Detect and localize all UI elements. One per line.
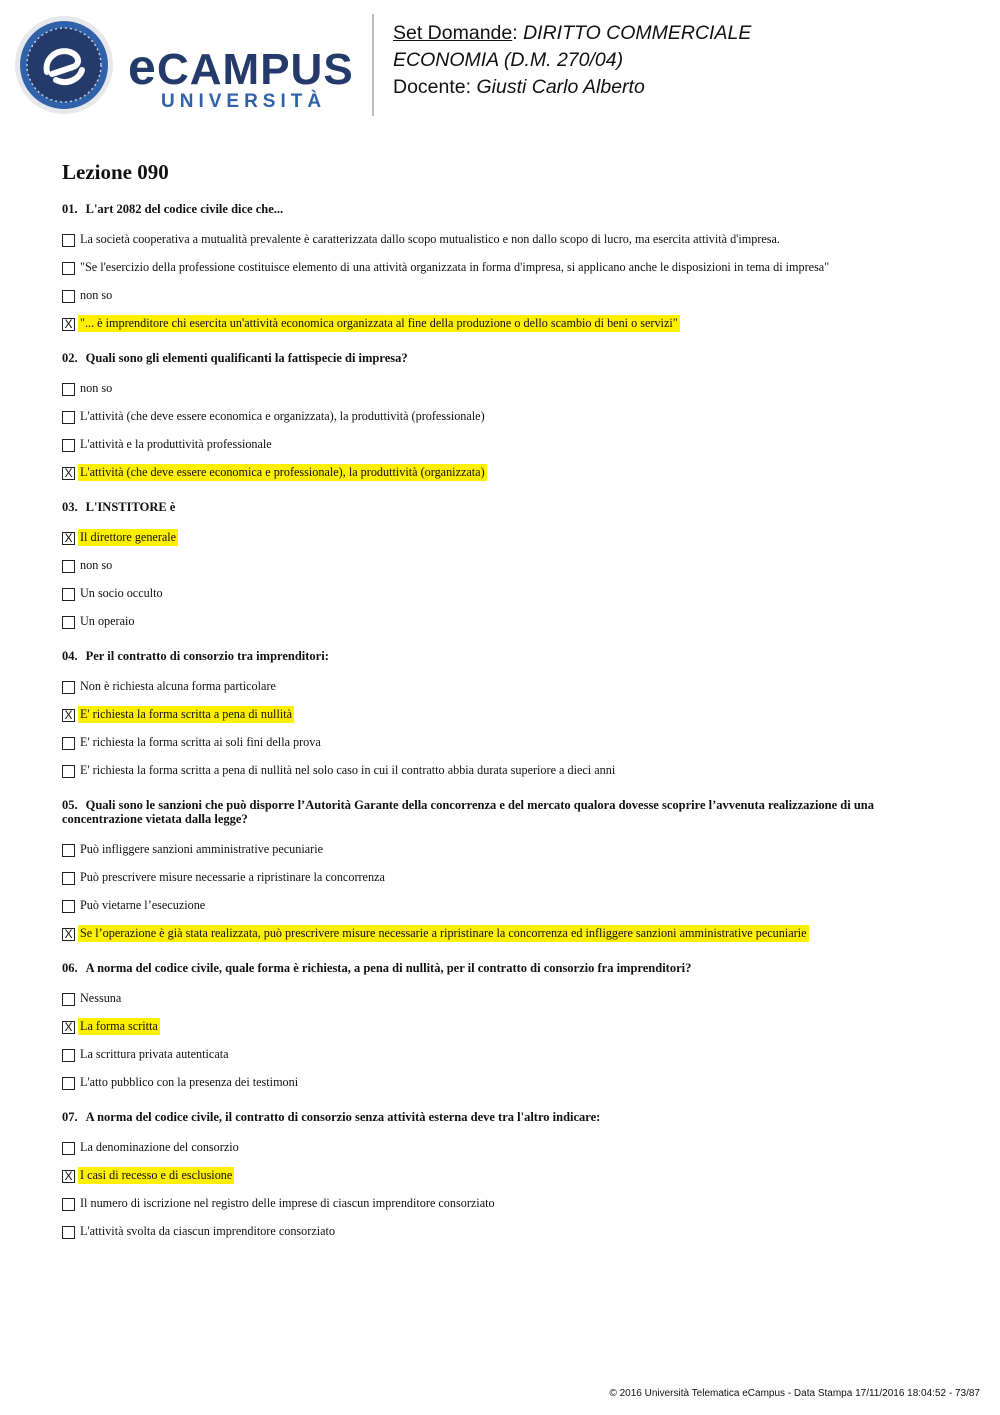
answer-text: La società cooperativa a mutualità prevalente è caratterizzata dallo scopo mutualistico e non dallo scopo di lucro, ma esercita attività d'impresa. (80, 231, 780, 246)
question-text (62, 798, 942, 826)
answer-text: Può infliggere sanzioni amministrative pecuniarie (80, 841, 324, 856)
checkbox-icon[interactable] (62, 1142, 75, 1155)
answer-text: Un operaio (80, 613, 135, 628)
checkbox-icon[interactable] (62, 262, 75, 275)
answer-option[interactable] (62, 1012, 942, 1040)
teacher-line (393, 74, 751, 101)
answer-option[interactable] (62, 756, 942, 784)
question-block (62, 351, 942, 486)
question-text (62, 1110, 942, 1124)
question-number: 06. (62, 961, 78, 975)
course-line-2 (393, 47, 751, 74)
answer-text: L'attività (che deve essere economica e organizzata), la produttività (professionale) (80, 408, 485, 423)
brand-subtitle: UNIVERSITÀ (161, 91, 327, 112)
answer-option[interactable] (62, 984, 942, 1012)
answer-option[interactable] (62, 1161, 942, 1189)
answer-option[interactable] (62, 579, 942, 607)
checkbox-icon[interactable] (62, 290, 75, 303)
brand-e: e (128, 39, 156, 95)
course-info (393, 20, 751, 101)
question-label: Quali sono le sanzioni che può disporre l’Autorità Garante della concorrenza e del mercato qualora dovesse scoprire l’avvenuta realizzazione di una concentrazione vietata dalla legge? (62, 798, 874, 826)
correct-answer-text: I casi di recesso e di esclusione (80, 1167, 233, 1182)
correct-answer-text: La forma scritta (80, 1018, 158, 1033)
question-block (62, 500, 942, 635)
question-text (62, 202, 942, 216)
answer-option[interactable] (62, 891, 942, 919)
checked-box-icon[interactable]: X (62, 318, 75, 331)
answer-option[interactable] (62, 672, 942, 700)
answer-text: La scrittura privata autenticata (80, 1046, 229, 1061)
checkbox-icon[interactable] (62, 681, 75, 694)
question-number: 01. (62, 202, 78, 216)
checkbox-icon[interactable] (62, 616, 75, 629)
answer-text: E' richiesta la forma scritta ai soli fini della prova (80, 734, 321, 749)
checkbox-icon[interactable] (62, 234, 75, 247)
teacher-label: Docente: (393, 76, 477, 98)
answer-option[interactable] (62, 919, 942, 947)
question-block (62, 202, 942, 337)
question-number: 03. (62, 500, 78, 514)
question-block (62, 649, 942, 784)
answer-option[interactable] (62, 1068, 942, 1096)
set-separator: : (512, 22, 524, 44)
answer-text: Il numero di iscrizione nel registro delle imprese di ciascun imprenditore consorziato (80, 1195, 495, 1210)
answer-option[interactable] (62, 728, 942, 756)
answer-option[interactable] (62, 1189, 942, 1217)
checkbox-icon[interactable] (62, 765, 75, 778)
answer-text: Un socio occulto (80, 585, 163, 600)
question-label: Quali sono gli elementi qualificanti la fattispecie di impresa? (85, 351, 408, 365)
teacher-name: Giusti Carlo Alberto (476, 76, 645, 98)
checkbox-icon[interactable] (62, 844, 75, 857)
answer-text: "Se l'esercizio della professione costituisce elemento di una attività organizzata in forma d'impresa, si applicano anche le disposizioni in tema di impresa" (80, 259, 830, 274)
answer-option[interactable] (62, 225, 942, 253)
answer-text: Nessuna (80, 990, 122, 1005)
course-line-1 (393, 20, 751, 47)
answer-text: E' richiesta la forma scritta a pena di nullità nel solo caso in cui il contratto abbia durata superiore a dieci anni (80, 762, 616, 777)
lesson-title: Lezione 090 (62, 160, 169, 184)
question-number: 04. (62, 649, 78, 663)
answer-option[interactable] (62, 607, 942, 635)
course-name-cont: ECONOMIA (D.M. 270/04) (393, 49, 624, 71)
answer-option[interactable] (62, 253, 942, 281)
answer-text: L'atto pubblico con la presenza dei testimoni (80, 1074, 299, 1089)
answer-text: L'attività e la produttività professionale (80, 436, 272, 451)
checkbox-icon[interactable] (62, 560, 75, 573)
checked-box-icon[interactable]: X (62, 928, 75, 941)
answer-option[interactable] (62, 1133, 942, 1161)
question-number: 05. (62, 798, 78, 812)
answer-option[interactable] (62, 863, 942, 891)
checkbox-icon[interactable] (62, 1226, 75, 1239)
checkbox-icon[interactable] (62, 439, 75, 452)
correct-answer-text: Se l’operazione è già stata realizzata, può prescrivere misure necessarie a ripristinare la concorrenza ed infliggere sanzioni amministrative pecuniarie (80, 925, 807, 940)
answer-option[interactable] (62, 374, 942, 402)
correct-answer-text: "... è imprenditore chi esercita un'attività economica organizzata al fine della produzione o dello scambio di beni o servizi" (80, 315, 678, 330)
answer-option[interactable] (62, 551, 942, 579)
answer-text: non so (80, 380, 113, 395)
answer-option[interactable] (62, 523, 942, 551)
checkbox-icon[interactable] (62, 411, 75, 424)
course-name: DIRITTO COMMERCIALE (523, 22, 752, 44)
question-label: L'art 2082 del codice civile dice che... (85, 202, 284, 216)
checked-box-icon[interactable]: X (62, 467, 75, 480)
answer-text: non so (80, 287, 113, 302)
answer-text: Può vietarne l’esecuzione (80, 897, 206, 912)
answer-option[interactable] (62, 281, 942, 309)
question-label: A norma del codice civile, quale forma è richiesta, a pena di nullità, per il contratto di consorzio fra imprenditori? (85, 961, 692, 975)
ecampus-logo (14, 14, 359, 116)
answer-option[interactable] (62, 309, 942, 337)
question-block (62, 1110, 942, 1245)
set-label: Set Domande (393, 22, 513, 44)
header-divider (372, 14, 374, 116)
question-label: Per il contratto di consorzio tra imprenditori: (85, 649, 329, 663)
answer-text: La denominazione del consorzio (80, 1139, 239, 1154)
page-header (0, 0, 1000, 130)
answer-text: non so (80, 557, 113, 572)
checkbox-icon[interactable] (62, 872, 75, 885)
page-footer: © 2016 Università Telematica eCampus - Data Stampa 17/11/2016 18:04:52 - 73/87 (609, 1388, 980, 1399)
checkbox-icon[interactable] (62, 737, 75, 750)
question-text (62, 500, 942, 514)
correct-answer-text: E' richiesta la forma scritta a pena di nullità (80, 706, 293, 721)
checkbox-icon[interactable] (62, 993, 75, 1006)
answer-option[interactable] (62, 1040, 942, 1068)
question-text (62, 351, 942, 365)
question-text (62, 649, 942, 663)
answer-option[interactable] (62, 1217, 942, 1245)
checkbox-icon[interactable] (62, 383, 75, 396)
checked-box-icon[interactable]: X (62, 1021, 75, 1034)
brand-wordmark: CAMPUS (157, 45, 354, 94)
answer-text: Può prescrivere misure necessarie a ripristinare la concorrenza (80, 869, 385, 884)
correct-answer-text: Il direttore generale (80, 529, 177, 544)
answer-option[interactable] (62, 430, 942, 458)
checkbox-icon[interactable] (62, 1198, 75, 1211)
checkbox-icon[interactable] (62, 1077, 75, 1090)
checkbox-icon[interactable] (62, 900, 75, 913)
correct-answer-text: L'attività (che deve essere economica e professionale), la produttività (organizzata) (80, 464, 485, 479)
checked-box-icon[interactable]: X (62, 532, 75, 545)
question-label: L'INSTITORE è (85, 500, 176, 514)
question-label: A norma del codice civile, il contratto di consorzio senza attività esterna deve tra l'altro indicare: (85, 1110, 601, 1124)
checked-box-icon[interactable]: X (62, 709, 75, 722)
answer-option[interactable] (62, 700, 942, 728)
question-block (62, 798, 942, 947)
answer-option[interactable] (62, 835, 942, 863)
checked-box-icon[interactable]: X (62, 1170, 75, 1183)
answer-option[interactable] (62, 402, 942, 430)
checkbox-icon[interactable] (62, 1049, 75, 1062)
checkbox-icon[interactable] (62, 588, 75, 601)
question-number: 07. (62, 1110, 78, 1124)
question-list (62, 202, 942, 1259)
question-text (62, 961, 942, 975)
question-number: 02. (62, 351, 78, 365)
answer-option[interactable] (62, 458, 942, 486)
question-block (62, 961, 942, 1096)
answer-text: Non è richiesta alcuna forma particolare (80, 678, 276, 693)
answer-text: L'attività svolta da ciascun imprenditore consorziato (80, 1223, 336, 1238)
